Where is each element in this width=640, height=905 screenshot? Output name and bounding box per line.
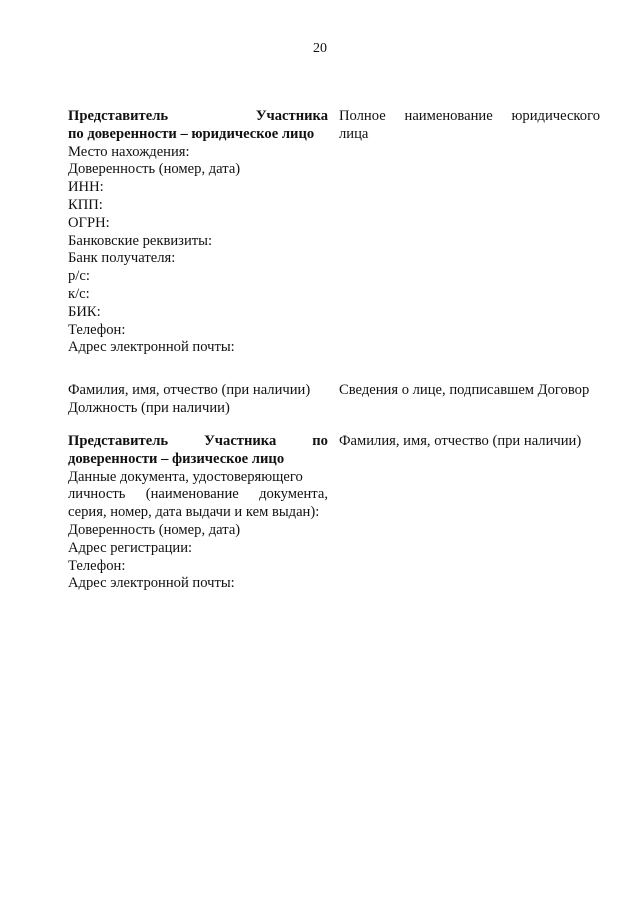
signatory-position: Должность (при наличии)	[68, 399, 230, 416]
identity-document-line2	[68, 486, 328, 504]
signatory-right-column	[339, 382, 600, 400]
field-kpp: КПП:	[68, 196, 103, 213]
text-word: (наименование	[145, 486, 239, 503]
signatory-full-name: Фамилия, имя, отчество (при наличии)	[68, 382, 311, 398]
field-email: Адрес электронной почты:	[68, 575, 235, 592]
identity-document-line3: серия, номер, дата выдачи и кем выдан):	[68, 504, 320, 521]
signatory-left-column	[68, 382, 328, 418]
heading-word: по	[312, 433, 328, 449]
field-correspondent-account: к/с:	[68, 285, 90, 302]
text-word: документа,	[259, 486, 328, 503]
field-location: Место нахождения:	[68, 143, 190, 160]
field-email: Адрес электронной почты:	[68, 339, 235, 356]
field-bik: БИК:	[68, 303, 101, 320]
individual-left-column	[68, 433, 328, 593]
heading-word: Участника	[204, 433, 277, 449]
identity-document-line1: Данные документа, удостоверяющего	[68, 468, 303, 485]
text-word: наименование	[404, 108, 493, 124]
field-registration-address: Адрес регистрации:	[68, 539, 193, 556]
text-word: личность	[68, 486, 126, 503]
field-phone: Телефон:	[68, 321, 126, 338]
heading-word: Представитель	[68, 108, 169, 124]
individual-full-name-label: Фамилия, имя, отчество (при наличии)	[339, 433, 582, 449]
field-power-of-attorney: Доверенность (номер, дата)	[68, 161, 241, 178]
individual-heading-line1	[68, 433, 328, 451]
legal-entity-heading-line1	[68, 108, 328, 126]
field-power-of-attorney: Доверенность (номер, дата)	[68, 521, 241, 538]
legal-entity-full-name-line1	[339, 108, 600, 126]
field-settlement-account: р/с:	[68, 268, 90, 285]
individual-heading-line2: доверенности – физическое лицо	[68, 450, 285, 467]
legal-entity-right-column	[339, 108, 600, 144]
text-word: Полное	[339, 108, 386, 124]
heading-word: Представитель	[68, 433, 169, 449]
legal-entity-heading-line2: по доверенности – юридическое лицо	[68, 125, 315, 142]
field-phone: Телефон:	[68, 557, 126, 574]
individual-right-column	[339, 433, 600, 451]
legal-entity-left-column	[68, 108, 328, 357]
signatory-info-label: Сведения о лице, подписавшем Договор	[339, 382, 590, 398]
field-ogrn: ОГРН:	[68, 214, 110, 231]
field-inn: ИНН:	[68, 179, 104, 196]
legal-entity-full-name-line2: лица	[339, 125, 369, 142]
text-word: юридического	[511, 108, 600, 124]
field-beneficiary-bank: Банк получателя:	[68, 250, 176, 267]
page-number: 20	[313, 41, 327, 56]
heading-word: Участника	[255, 108, 328, 124]
field-bank-details: Банковские реквизиты:	[68, 232, 212, 249]
